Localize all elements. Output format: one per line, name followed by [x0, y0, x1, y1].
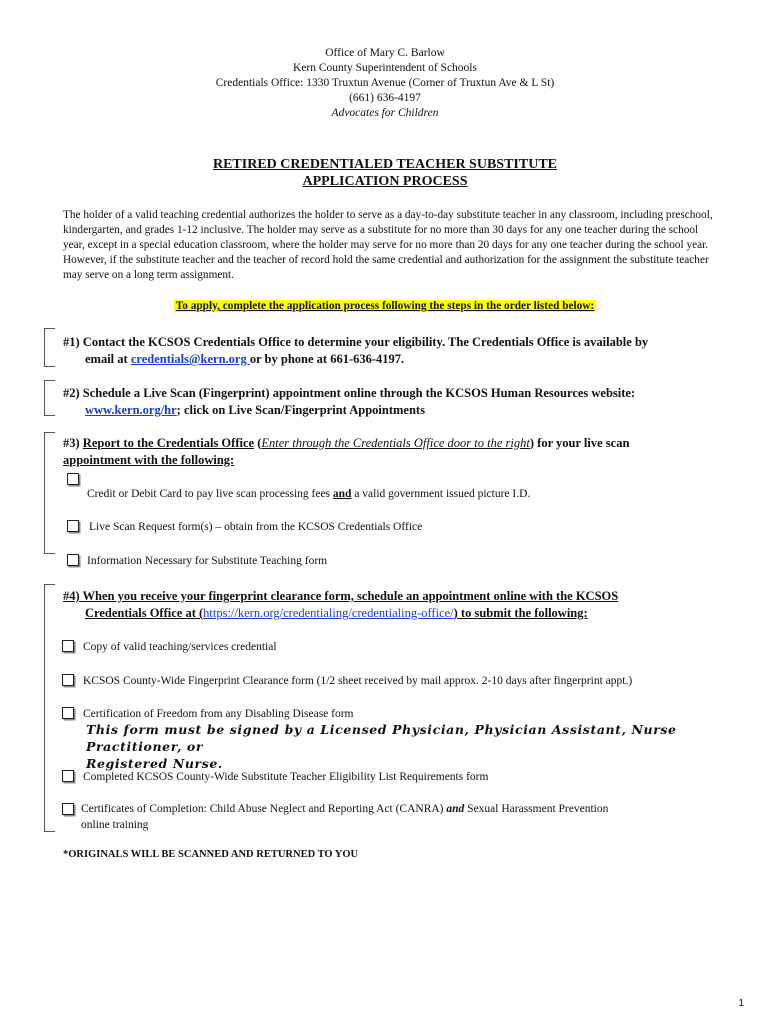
item-clearance-form: KCSOS County-Wide Fingerprint Clearance form (1/2 sheet received by mail approx. 2-10 days after fingerprint appt.) — [83, 675, 633, 687]
checkbox-credit-card[interactable] — [67, 473, 79, 485]
step1-bracket — [44, 328, 45, 367]
office-address: Credentials Office: 1330 Truxtun Avenue (Corner of Truxtun Ave & L St) — [215, 77, 555, 89]
item-certificates: Certificates of Completion: Child Abuse Neglect and Reporting Act (CANRA) and Sexual Harassment Prevention online training — [81, 803, 609, 831]
credentialing-office-link[interactable]: https://kern.org/credentialing/credentialing-office/ — [203, 606, 454, 620]
step-4: #4) When you receive your fingerprint clearance form, schedule an appointment online with the KCSOS Credentials Office at (https://kern.org/credentialing/credentialing-office/) to submit the following: — [63, 589, 619, 620]
step3-bracket — [44, 432, 45, 554]
organization-name: Kern County Superintendent of Schools — [293, 62, 477, 74]
office-name: Office of Mary C. Barlow — [325, 47, 445, 59]
physician-signature-note: This form must be signed by a Licensed Physician, Physician Assistant, Nurse Practitioner, or Registered Nurse. — [86, 722, 677, 771]
tagline: Advocates for Children — [331, 107, 439, 119]
page-number: 1 — [738, 998, 744, 1009]
originals-footnote: *ORIGINALS WILL BE SCANNED AND RETURNED TO YOU — [63, 849, 359, 860]
step-3: #3) Report to the Credentials Office (Enter through the Credentials Office door to the right) for your live scan appointment with the following: — [63, 436, 630, 467]
instruction-line — [0, 296, 770, 314]
step4-bracket — [44, 584, 45, 832]
letterhead — [0, 46, 770, 121]
checkbox-credential-copy[interactable] — [62, 640, 74, 652]
credentials-email-link[interactable]: credentials@kern.org — [130, 352, 250, 366]
item-disease-form: Certification of Freedom from any Disabling Disease form — [83, 708, 354, 720]
item-eligibility-form: Completed KCSOS County-Wide Substitute Teacher Eligibility List Requirements form — [83, 771, 489, 783]
checkbox-disease-form[interactable] — [62, 707, 74, 719]
instruction-highlight: To apply, complete the application process following the steps in the order listed below: — [175, 300, 595, 312]
checkbox-substitute-info[interactable] — [67, 554, 79, 566]
intro-paragraph: The holder of a valid teaching credential authorizes the holder to serve as a day-to-day substitute teacher in any classroom, including preschool, kindergarten, and grades 1-12 inclusive. The holder may serve as a substitute for no more than 30 days for any one teacher during the school year, except in a special education classroom, where the holder may serve for no more than 20 days for any one teacher during the school year. However, if the substitute teacher and the teacher of record hold the same credential and authorization for the assignment the substitute teacher may serve on a long term assignment. — [63, 209, 713, 281]
checkbox-clearance-form[interactable] — [62, 674, 74, 686]
item-live-scan-form: Live Scan Request form(s) – obtain from the KCSOS Credentials Office — [89, 521, 423, 533]
item-substitute-info: Information Necessary for Substitute Teaching form — [87, 555, 328, 567]
hr-website-link[interactable]: www.kern.org/hr — [85, 403, 177, 417]
item-credential-copy: Copy of valid teaching/services credential — [83, 641, 277, 653]
office-phone: (661) 636-4197 — [349, 92, 421, 104]
step2-bracket — [44, 380, 45, 416]
document-title: RETIRED CREDENTIALED TEACHER SUBSTITUTE APPLICATION PROCESS — [212, 157, 557, 189]
step-2: #2) Schedule a Live Scan (Fingerprint) appointment online through the KCSOS Human Resources website: www.kern.org/hr; click on Live Scan/Fingerprint Appointments — [63, 386, 636, 417]
checkbox-live-scan-form[interactable] — [67, 520, 79, 532]
checkbox-eligibility-form[interactable] — [62, 770, 74, 782]
item-credit-card: Credit or Debit Card to pay live scan processing fees and a valid government issued picture I.D. — [87, 488, 531, 500]
checkbox-certificates[interactable] — [62, 803, 74, 815]
step-1: #1) Contact the KCSOS Credentials Office to determine your eligibility. The Credentials Office is available by email at credentials@kern.org or by phone at 661-636-4197. — [63, 335, 649, 366]
